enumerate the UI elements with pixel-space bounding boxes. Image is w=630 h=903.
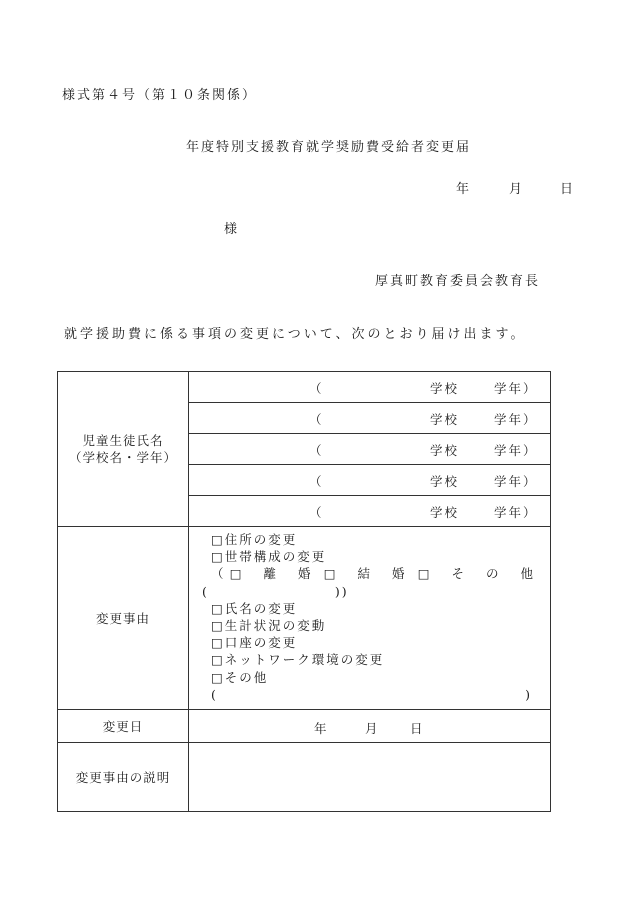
other-paren-open: ( [211,686,218,702]
student-row[interactable] [189,496,551,527]
grade-label: 学年） [494,381,538,396]
paren-open: （ [309,505,324,520]
sub-detail-open: ( [202,583,209,599]
submission-date [456,178,575,197]
school-label: 学校 [430,381,460,396]
reason-livelihood-checkbox[interactable]: □生計状況の変動 [211,618,327,634]
grade-label: 学年） [494,474,538,489]
household-sub-options [211,565,550,582]
date-day: 日 [560,182,576,197]
date-month: 月 [509,182,525,197]
explanation-field[interactable] [189,743,551,812]
sender: 厚真町教育委員会教育長 [375,274,541,289]
date-year: 年 [456,182,472,197]
reason-other-checkbox[interactable]: □その他 [211,669,269,685]
change-date-field[interactable] [189,710,551,743]
reason-name-checkbox[interactable]: □氏名の変更 [211,600,298,616]
school-label: 学校 [430,443,460,458]
change-date-year: 年 [314,721,327,737]
change-reason-options [189,527,551,710]
student-row[interactable] [189,465,551,496]
reason-network-checkbox[interactable]: □ネットワーク環境の変更 [211,652,385,668]
explanation-label: 変更事由の説明 [58,743,189,812]
school-label: 学校 [430,412,460,427]
student-name-label-line1: 児童生徒氏名 [82,433,164,448]
sub-paren-open: （ [211,566,226,582]
document-title: 年度特別支援教育就学奨励費受給者変更届 [186,140,472,155]
school-label: 学校 [430,505,460,520]
paren-open: （ [309,412,324,427]
addressee: 様 [224,222,240,237]
change-date-day: 日 [410,721,423,737]
other-sub-detail[interactable] [202,583,550,600]
other-detail[interactable] [211,686,550,703]
other-paren-close: ) [525,686,532,702]
grade-label: 学年） [494,443,538,458]
change-date-label: 変更日 [58,710,189,743]
sub-detail-close: )) [334,583,349,599]
reason-address-checkbox[interactable]: □住所の変更 [211,532,298,547]
student-name-label-line2: （学校名・学年） [68,450,177,465]
paren-open: （ [309,474,324,489]
change-reason-label: 変更事由 [58,527,189,710]
reason-household-checkbox[interactable]: □世帯構成の変更 [211,549,327,565]
paren-open: （ [309,381,324,396]
grade-label: 学年） [494,505,538,520]
marriage-checkbox[interactable]: □ 結 婚 [323,566,414,582]
other-sub-checkbox[interactable]: □ そ の 他 [417,566,542,582]
school-label: 学校 [430,474,460,489]
change-date-month: 月 [365,721,378,737]
student-name-label [58,372,189,527]
divorce-checkbox[interactable]: □ 離 婚 [229,566,320,582]
change-form-table [57,371,551,812]
form-number: 様式第４号（第１０条関係） [62,88,258,103]
intro-text: 就学援助費に係る事項の変更について、次のとおり届け出ます。 [64,327,527,342]
student-row[interactable] [189,403,551,434]
student-row[interactable] [189,434,551,465]
reason-account-checkbox[interactable]: □口座の変更 [211,635,298,651]
paren-open: （ [309,443,324,458]
student-row[interactable] [189,372,551,403]
grade-label: 学年） [494,412,538,427]
